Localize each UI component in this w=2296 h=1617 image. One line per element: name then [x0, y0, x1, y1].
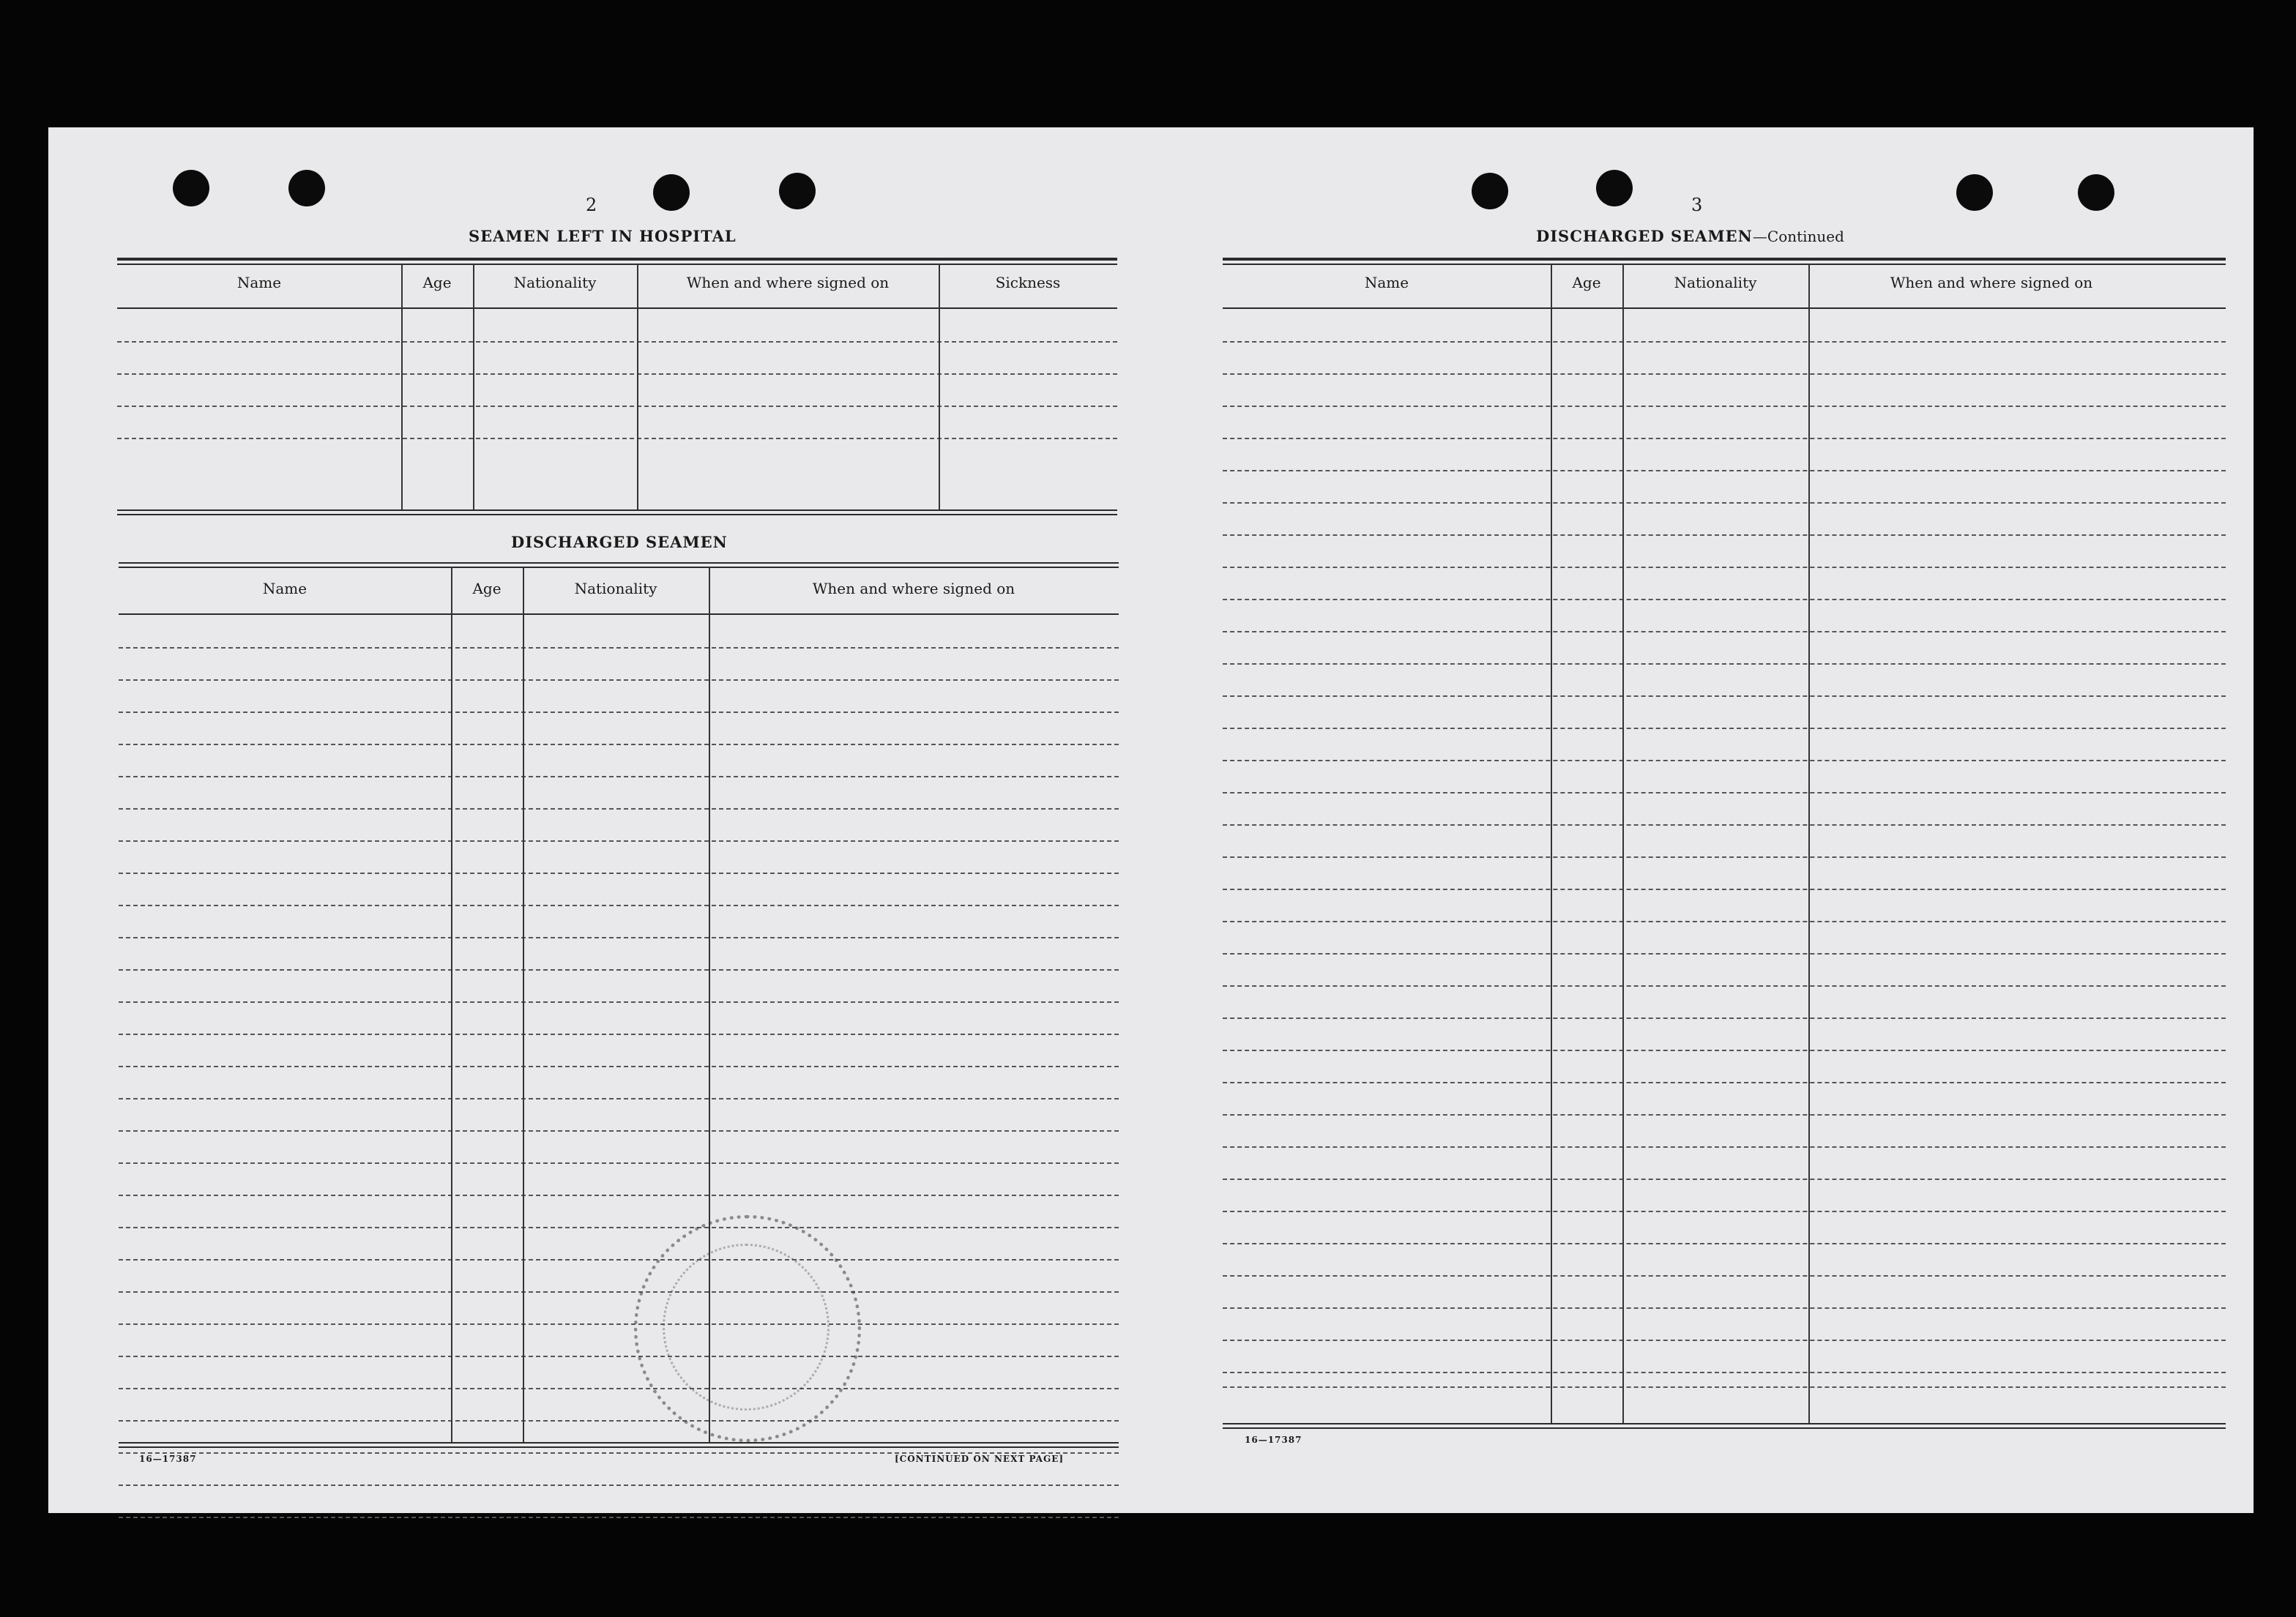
right-row-line [1223, 1017, 2226, 1019]
right-row-line [1223, 1179, 2226, 1180]
hospital-col-divider [939, 264, 940, 509]
discharged-col-nationality: Nationality [574, 580, 657, 597]
discharged-col-name: Name [262, 580, 308, 597]
discharged-row-line [119, 1162, 1119, 1164]
discharged-row-line [119, 744, 1119, 745]
hospital-col-name: Name [236, 274, 282, 291]
hospital-row-line [117, 341, 1117, 343]
left-form-number: 16—17387 [139, 1454, 197, 1464]
right-row-line [1223, 760, 2226, 761]
right-row-line [1223, 1386, 2226, 1388]
right-row-line [1223, 438, 2226, 439]
discharged-row-line [119, 1098, 1119, 1099]
right-row-line [1223, 856, 2226, 858]
discharged-table-top-rule [119, 562, 1119, 564]
right-row-line [1223, 406, 2226, 407]
right-row-line [1223, 1243, 2226, 1244]
hospital-section-title: SEAMEN LEFT IN HOSPITAL [469, 227, 737, 245]
discharged-row-line [119, 776, 1119, 777]
discharged-row-line [119, 1291, 1119, 1293]
discharged-row-line [119, 1034, 1119, 1035]
right-form-number: 16—17387 [1245, 1435, 1302, 1445]
hospital-table-bottom-rule [117, 514, 1117, 515]
discharged-col-divider [523, 567, 524, 1442]
right-row-line [1223, 1211, 2226, 1212]
discharged-col-age: Age [472, 580, 502, 597]
punch-hole [173, 170, 209, 206]
discharged-col-divider [451, 567, 452, 1442]
discharged-row-line [119, 969, 1119, 971]
left-page-number: 2 [586, 195, 597, 215]
hospital-table-top-rule [117, 258, 1117, 261]
punch-hole [1956, 174, 1993, 211]
hospital-col-nationality: Nationality [513, 274, 597, 291]
hospital-row-line [117, 406, 1117, 407]
discharged-table-bottom-rule [119, 1446, 1119, 1448]
right-row-line [1223, 599, 2226, 600]
right-row-line [1223, 663, 2226, 665]
discharged-row-line [119, 1388, 1119, 1389]
right-table-bottom-rule [1223, 1423, 2226, 1424]
discharged-row-line [119, 679, 1119, 681]
discharged-row-line [119, 808, 1119, 810]
discharged-row-line [119, 1356, 1119, 1357]
right-header-rule [1223, 307, 2226, 309]
hospital-col-divider [473, 264, 474, 509]
punch-hole [1596, 170, 1633, 206]
discharged-col-signed-on: When and where signed on [812, 580, 1015, 597]
continued-note: [CONTINUED ON NEXT PAGE] [895, 1454, 1065, 1464]
right-table-top-rule [1223, 258, 2226, 261]
right-row-line [1223, 921, 2226, 922]
discharged-section-title: DISCHARGED SEAMEN [511, 533, 728, 551]
right-col-divider [1551, 264, 1552, 1423]
right-row-line [1223, 1050, 2226, 1051]
punch-hole [653, 174, 690, 211]
right-row-line [1223, 889, 2226, 890]
discharged-table-bottom-rule [119, 1442, 1119, 1444]
right-row-line [1223, 534, 2226, 536]
punch-hole [1472, 173, 1508, 209]
right-col-divider [1808, 264, 1810, 1423]
right-row-line [1223, 1307, 2226, 1309]
right-page-number: 3 [1691, 195, 1703, 215]
right-col-age: Age [1572, 274, 1601, 291]
right-row-line [1223, 1114, 2226, 1116]
hospital-row-line [117, 373, 1117, 375]
discharged-table-top-rule [119, 567, 1119, 568]
discharged-row-line [119, 905, 1119, 906]
hospital-row-line [117, 438, 1117, 439]
hospital-table-top-rule [117, 264, 1117, 265]
right-row-line [1223, 567, 2226, 568]
hospital-header-rule [117, 307, 1117, 309]
right-table-top-rule [1223, 264, 2226, 265]
right-row-line [1223, 1146, 2226, 1148]
discharged-continued-suffix: —Continued [1752, 228, 1844, 245]
discharged-row-line [119, 1420, 1119, 1422]
hospital-col-sickness: Sickness [995, 274, 1061, 291]
right-row-line [1223, 470, 2226, 471]
discharged-row-line [119, 1066, 1119, 1067]
discharged-row-line [119, 1517, 1119, 1518]
punch-hole [2078, 174, 2114, 211]
punch-hole [288, 170, 325, 206]
discharged-row-line [119, 1485, 1119, 1486]
right-col-name: Name [1364, 274, 1409, 291]
right-row-line [1223, 502, 2226, 504]
document-sheet [48, 127, 2254, 1513]
right-col-signed-on: When and where signed on [1890, 274, 2093, 291]
right-row-line [1223, 792, 2226, 793]
discharged-row-line [119, 1195, 1119, 1196]
discharged-row-line [119, 1323, 1119, 1325]
discharged-continued-title-main: DISCHARGED SEAMEN [1536, 227, 1753, 245]
right-row-line [1223, 1082, 2226, 1083]
right-row-line [1223, 695, 2226, 697]
right-row-line [1223, 728, 2226, 729]
hospital-col-age: Age [422, 274, 452, 291]
discharged-row-line [119, 1130, 1119, 1132]
right-row-line [1223, 341, 2226, 343]
punch-hole [779, 173, 816, 209]
discharged-header-rule [119, 613, 1119, 615]
right-row-line [1223, 985, 2226, 987]
right-col-divider [1622, 264, 1624, 1423]
hospital-col-signed-on: When and where signed on [686, 274, 890, 291]
hospital-table-bottom-rule [117, 509, 1117, 511]
discharged-row-line [119, 840, 1119, 842]
right-table-bottom-rule [1223, 1427, 2226, 1429]
right-col-nationality: Nationality [1674, 274, 1757, 291]
right-row-line [1223, 824, 2226, 826]
right-row-line [1223, 373, 2226, 375]
discharged-row-line [119, 647, 1119, 649]
discharged-row-line [119, 1259, 1119, 1261]
right-row-line [1223, 1340, 2226, 1341]
right-row-line [1223, 631, 2226, 632]
hospital-col-divider [637, 264, 638, 509]
discharged-row-line [119, 712, 1119, 713]
discharged-row-line [119, 937, 1119, 938]
discharged-row-line [119, 1227, 1119, 1228]
hospital-col-divider [401, 264, 403, 509]
right-row-line [1223, 953, 2226, 955]
circular-stamp [634, 1215, 861, 1442]
right-row-line [1223, 1275, 2226, 1277]
discharged-row-line [119, 873, 1119, 874]
discharged-continued-title [1536, 227, 1844, 245]
right-row-line [1223, 1372, 2226, 1373]
discharged-row-line [119, 1001, 1119, 1003]
